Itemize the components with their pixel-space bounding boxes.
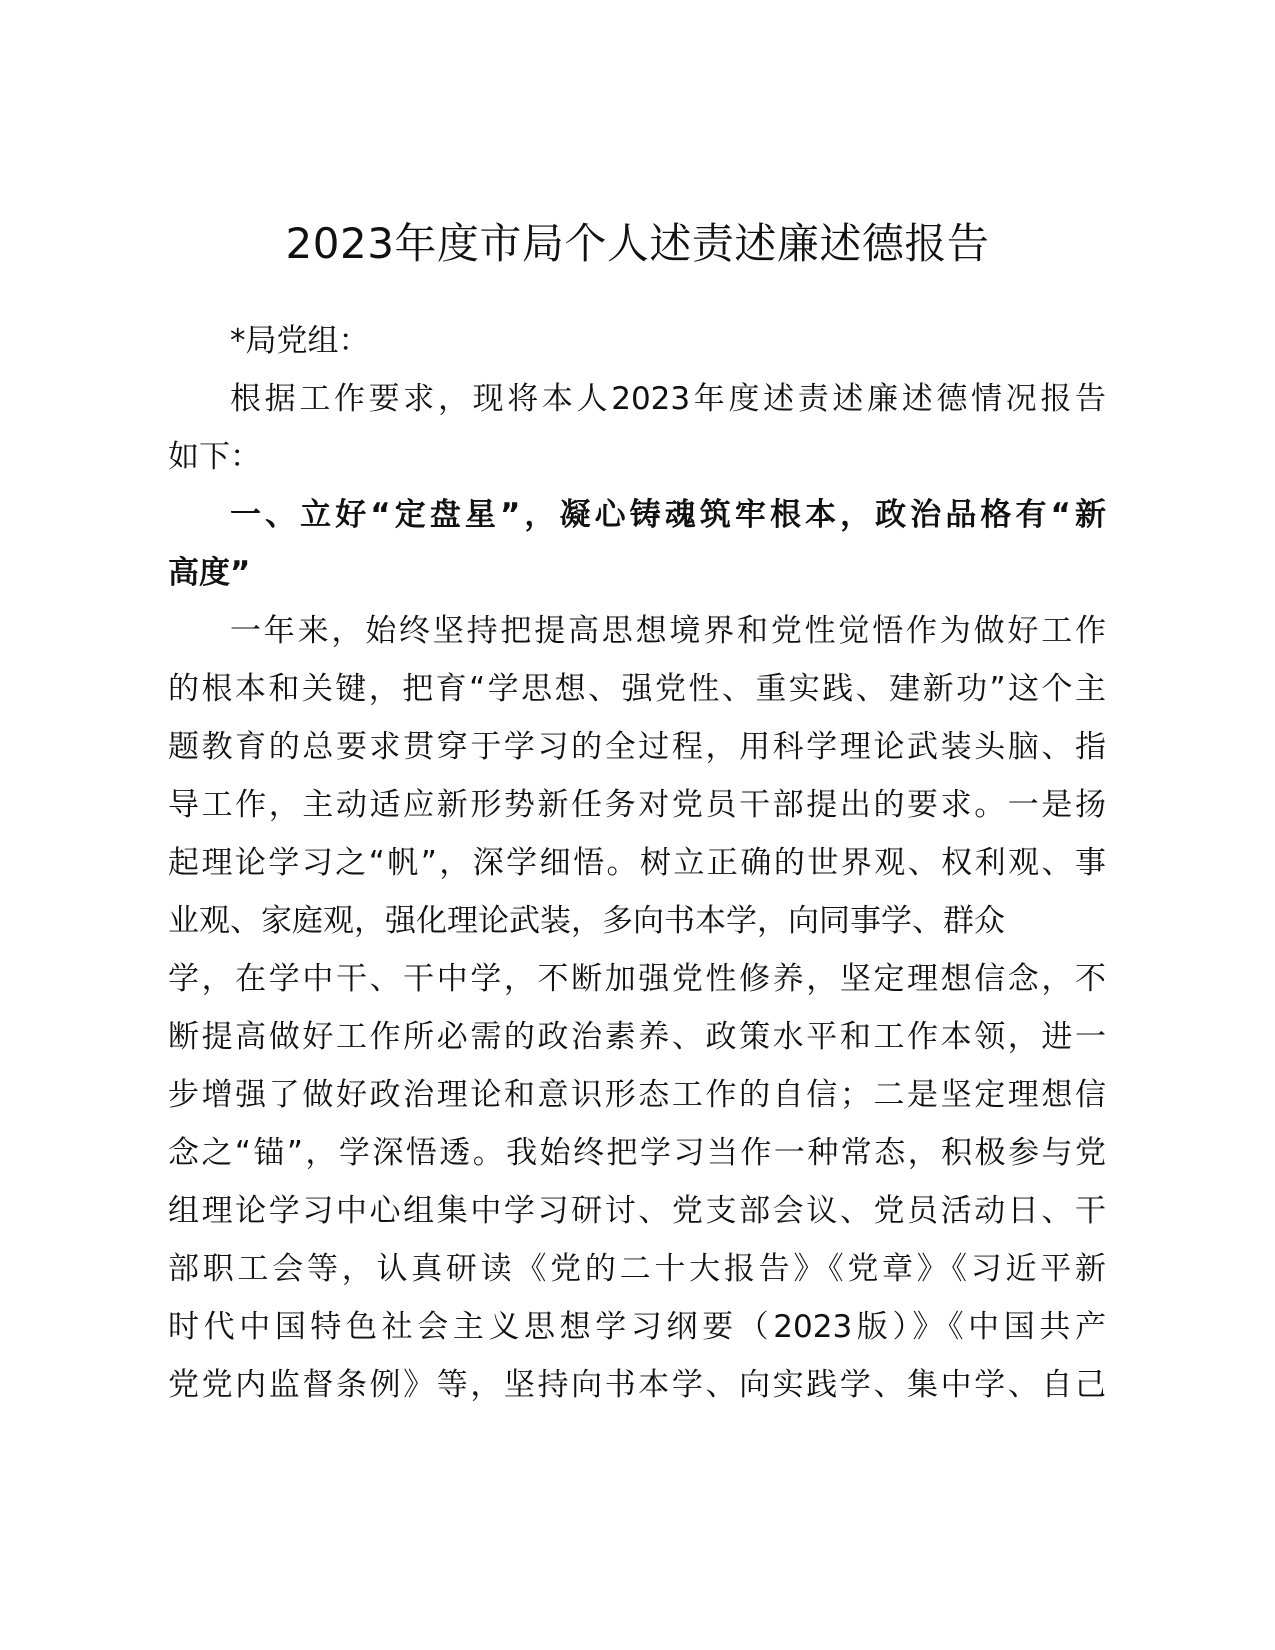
paragraph-line: 步增强了做好政治理论和意识形态工作的自信；二是坚定理想信 <box>168 1077 1106 1113</box>
section-heading-1 <box>168 486 1106 602</box>
heading-line: 一、立好“定盘星”，凝心铸魂筑牢根本，政治品格有“新 <box>230 497 1106 533</box>
paragraph-line: 学，在学中干、干中学，不断加强党性修养，坚定理想信念，不 <box>168 961 1106 997</box>
body-paragraph-1 <box>168 602 1106 1414</box>
document-title: 2023年度市局个人述责述廉述德报告 <box>285 219 990 268</box>
intro-paragraph <box>168 370 1106 486</box>
salutation: *局党组： <box>230 323 370 359</box>
paragraph-line: 导工作，主动适应新形势新任务对党员干部提出的要求。一是扬 <box>168 787 1106 823</box>
intro-line: 根据工作要求，现将本人2023年度述责述廉述德情况报告 <box>230 381 1106 417</box>
paragraph-line: 题教育的总要求贯穿于学习的全过程，用科学理论武装头脑、指 <box>168 729 1106 765</box>
paragraph-line: 党党内监督条例》等，坚持向书本学、向实践学、集中学、自己 <box>168 1367 1106 1403</box>
paragraph-line: 业观、家庭观，强化理论武装，多向书本学，向同事学、群众 <box>168 903 1005 939</box>
paragraph-line: 一年来，始终坚持把提高思想境界和党性觉悟作为做好工作 <box>230 613 1106 649</box>
paragraph-line: 部职工会等，认真研读《党的二十大报告》《党章》《习近平新 <box>168 1251 1106 1287</box>
paragraph-line: 断提高做好工作所必需的政治素养、政策水平和工作本领，进一 <box>168 1019 1106 1055</box>
paragraph-line: 念之“锚”，学深悟透。我始终把学习当作一种常态，积极参与党 <box>168 1135 1106 1171</box>
intro-line: 如下： <box>168 439 261 475</box>
document-body <box>168 312 1106 1414</box>
paragraph-line: 时代中国特色社会主义思想学习纲要（2023版）》《中国共产 <box>168 1309 1106 1345</box>
paragraph-line: 组理论学习中心组集中学习研讨、党支部会议、党员活动日、干 <box>168 1193 1106 1229</box>
paragraph-line: 的根本和关键，把育“学思想、强党性、重实践、建新功”这个主 <box>168 671 1106 707</box>
heading-line: 高度” <box>168 555 251 591</box>
paragraph-line: 起理论学习之“帆”，深学细悟。树立正确的世界观、权利观、事 <box>168 845 1106 881</box>
